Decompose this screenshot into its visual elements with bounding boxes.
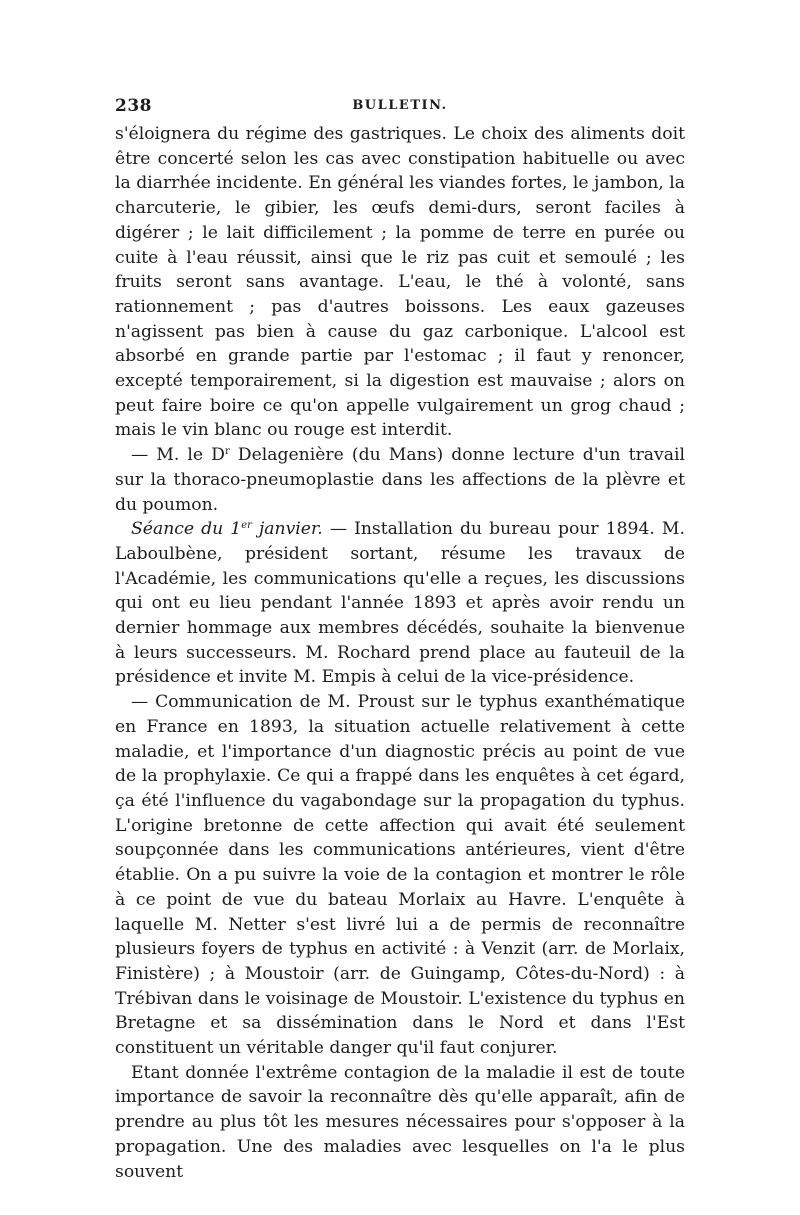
page-header — [115, 96, 685, 122]
doctor-superscript: r — [224, 446, 230, 458]
running-title: BULLETIN. — [352, 98, 448, 113]
paragraph-diet: s'éloignera du régime des gastriques. Le choix des aliments doit être concerté selon les cas avec constipation habituelle ou avec la diarrhée incidente. En général les viandes fortes, le jambon, la charcuterie, le gibier, les œufs demi-durs, seront faciles à digérer ; le lait difficilement ; la pomme de terre en purée ou cuite à l'eau réussit, ainsi que le riz pas cuit et semoulé ; les fruits seront sans avantage. L'eau, le thé à volonté, sans rationnement ; pas d'autres boissons. Les eaux gazeuses n'agissent pas bien à cause du gaz carbonique. L'alcool est absorbé en grande partie par l'estomac ; il faut y renoncer, excepté temporairement, si la digestion est mauvaise ; alors on peut faire boire ce qu'on appelle vulgairement un grog chaud ; mais le vin blanc ou rouge est interdit. — [115, 124, 685, 441]
page-body — [115, 122, 685, 1184]
seance-heading-start: Séance du 1 — [131, 519, 242, 540]
seance-heading — [131, 519, 323, 539]
paragraph-contagion: Etant donnée l'extrême contagion de la maladie il est de toute importance de savoir la reconnaître dès qu'elle apparaît, afin de prendre au plus tôt les mesures nécessaires pour s'opposer à la propagation. Une des maladies avec lesquelles on l'a le plus souvent — [115, 1062, 685, 1182]
delageniere-lead: — M. le D — [131, 445, 225, 466]
paragraph-delageniere — [115, 443, 685, 517]
paragraph-seance — [115, 517, 685, 690]
seance-heading-end: janvier. — [251, 519, 323, 540]
delageniere-text: Delagenière (du Mans) donne lecture d'un travail sur la thoraco-pneumoplastie dans les affections de la plèvre et du poumon. — [115, 445, 685, 515]
paragraph-proust: — Communication de M. Proust sur le typhus exanthématique en France en 1893, la situation actuelle relativement à cette maladie, et l'importance d'un diagnostic précis au point de vue de la prophylaxie. Ce qui a frappé dans les enquêtes à cet égard, ça été l'influence du vagabondage sur la propagation du typhus. L'origine bretonne de cette affection qui avait été seulement soupçonnée dans les communications antérieures, vient d'être établie. On a pu suivre la voie de la contagion et montrer le rôle à ce point de vue du bateau Morlaix au Havre. L'enquête à laquelle M. Netter s'est livré lui a de permis de reconnaître plusieurs foyers de typhus en activité : à Venzit (arr. de Morlaix, Finistère) ; à Moustoir (arr. de Guingamp, Côtes-du-Nord) : à Trébivan dans le voisinage de Moustoir. L'existence du typhus en Bretagne et sa dissémination dans le Nord et dans l'Est constituent un véritable danger qu'il faut conjurer. — [115, 692, 685, 1059]
premier-superscript: er — [241, 520, 252, 532]
book-page — [115, 96, 685, 1184]
page-number: 238 — [115, 96, 152, 116]
seance-text: — Installation du bureau pour 1894. M. Laboulbène, président sortant, résume les travaux de l'Académie, les communications qu'elle a reçues, les discussions qui ont eu lieu pendant l'année 1893 et après avoir rendu un dernier hommage aux membres décédés, souhaite la bienvenue à leurs successeurs. M. Rochard prend place au fauteuil de la présidence et invite M. Empis à celui de la vice-présidence. — [115, 519, 685, 688]
